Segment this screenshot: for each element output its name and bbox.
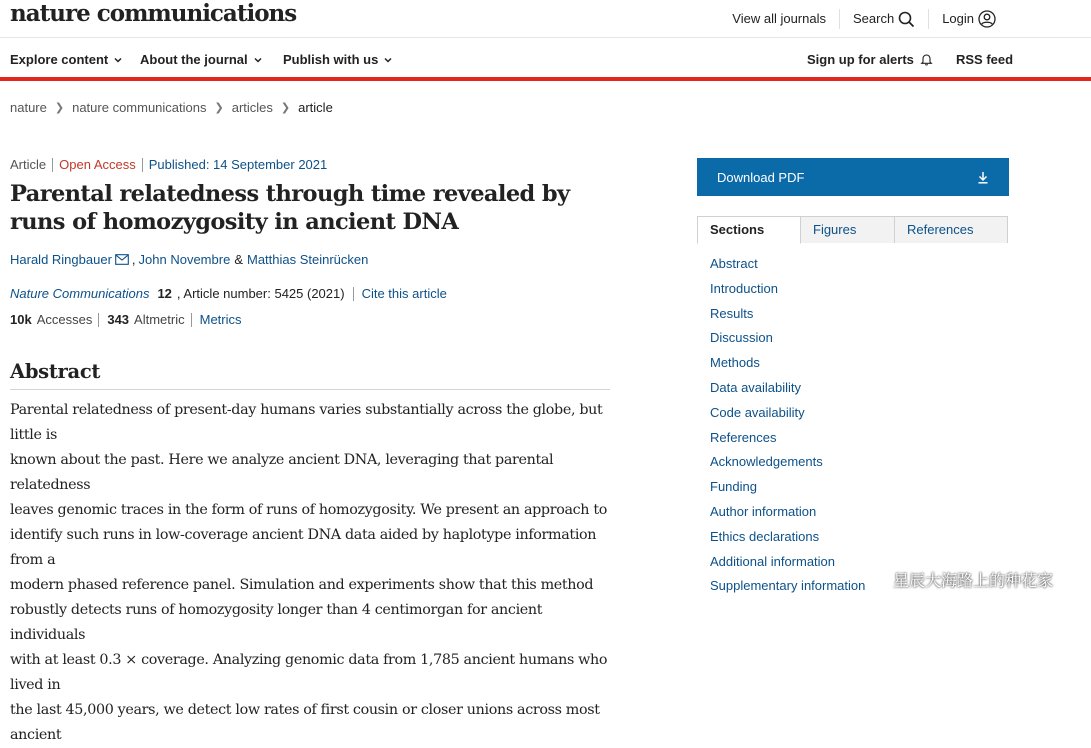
altmetric-label: Altmetric — [134, 312, 185, 327]
abstract-line: modern phased reference panel. Simulation and experiments show that this method — [10, 577, 594, 593]
article-type: Article — [10, 157, 47, 172]
bell-icon — [920, 53, 933, 66]
main-nav — [0, 38, 1091, 81]
cite-this-article-link[interactable]: Cite this article — [353, 287, 447, 301]
altmetric-count: 343 — [107, 312, 130, 327]
publish-with-us-label: Publish with us — [283, 52, 379, 67]
article-title: Parental relatedness through time revealed by runs of homozygosity in ancient DNA — [10, 181, 570, 235]
abstract-line: Parental relatedness of present-day humans varies substantially across the globe, but little is — [10, 402, 603, 443]
download-pdf-label: Download PDF — [717, 169, 805, 185]
journal-name-link[interactable]: Nature Communications — [10, 286, 150, 301]
author-link[interactable]: Matthias Steinrücken — [246, 252, 369, 267]
author-list — [10, 252, 368, 267]
accesses-count: 10k — [10, 312, 32, 327]
author-ampersand: & — [234, 252, 243, 267]
divider — [98, 313, 99, 327]
sections-list — [710, 256, 865, 603]
divider — [191, 313, 192, 327]
metrics-link[interactable]: Metrics — [199, 312, 242, 327]
section-link-discussion[interactable]: Discussion — [710, 330, 773, 346]
breadcrumb-nature[interactable]: nature — [10, 100, 47, 115]
top-bar — [0, 0, 1091, 38]
explore-content-label: Explore content — [10, 52, 109, 67]
journal-citation — [10, 286, 447, 301]
tab-references[interactable]: References — [895, 216, 1008, 243]
chevron-right-icon: ❯ — [54, 102, 65, 114]
abstract-line: with at least 0.3 × coverage. Analyzing genomic data from 1,785 ancient humans who lived in — [10, 652, 608, 693]
sidebar-tabs — [697, 216, 1008, 243]
chevron-down-icon — [254, 56, 262, 64]
abstract-line: identify such runs in low-coverage ancient DNA data aided by haplotype information from a — [10, 527, 597, 568]
login-label: Login — [942, 11, 974, 26]
view-all-journals-link[interactable] — [719, 9, 839, 29]
article-metrics — [10, 312, 242, 327]
section-link-funding[interactable]: Funding — [710, 479, 757, 495]
download-pdf-button[interactable] — [697, 158, 1009, 196]
download-icon — [977, 171, 989, 184]
abstract-line: known about the past. Here we analyze ancient DNA, leveraging that parental relatedness — [10, 452, 554, 493]
abstract-line: the last 45,000 years, we detect low rates of first cousin or closer unions across most ancient — [10, 702, 600, 743]
author-link[interactable]: Harald Ringbauer — [10, 252, 112, 267]
search-label: Search — [852, 11, 895, 26]
open-access-badge: Open Access — [52, 158, 142, 172]
tab-sections[interactable]: Sections — [697, 216, 801, 244]
section-link-author-information[interactable]: Author information — [710, 503, 817, 519]
sign-up-alerts-link[interactable] — [807, 52, 933, 67]
section-link-code-availability[interactable]: Code availability — [710, 404, 805, 420]
published-date: Published: 14 September 2021 — [142, 158, 334, 172]
sign-up-alerts-label: Sign up for alerts — [807, 52, 914, 67]
author-link[interactable]: John Novembre — [138, 252, 231, 267]
mail-icon[interactable] — [115, 254, 129, 265]
top-links — [719, 9, 1009, 29]
abstract-heading: Abstract — [10, 360, 610, 390]
publish-with-us-menu[interactable] — [283, 52, 392, 67]
chevron-right-icon: ❯ — [280, 102, 291, 114]
section-link-supplementary-information[interactable]: Supplementary information — [710, 578, 866, 594]
chevron-down-icon — [384, 56, 392, 64]
author-separator: , — [131, 252, 136, 267]
chevron-right-icon: ❯ — [214, 102, 224, 114]
article-meta — [10, 158, 333, 172]
login-button[interactable] — [928, 9, 1009, 29]
site-logo[interactable]: nature communications — [10, 0, 297, 27]
section-link-methods[interactable]: Methods — [710, 355, 760, 371]
section-link-additional-information[interactable]: Additional information — [710, 553, 836, 569]
search-icon — [898, 11, 915, 28]
rss-feed-link[interactable] — [956, 52, 1013, 67]
article-number: , Article number: 5425 (2021) — [176, 286, 345, 301]
chevron-down-icon — [114, 56, 122, 64]
section-link-acknowledgements[interactable]: Acknowledgements — [710, 454, 823, 470]
about-journal-label: About the journal — [140, 52, 248, 67]
breadcrumb-current: article — [298, 100, 333, 115]
abstract-text — [10, 398, 614, 748]
watermark: 星辰大海路上的种花家 — [893, 573, 1054, 590]
breadcrumb-articles[interactable]: articles — [231, 100, 273, 115]
search-button[interactable] — [839, 9, 928, 29]
rss-feed-label: RSS feed — [956, 52, 1014, 67]
explore-content-menu[interactable] — [10, 52, 122, 67]
section-link-data-availability[interactable]: Data availability — [710, 379, 802, 395]
abstract-line: leaves genomic traces in the form of runs of homozygosity. We present an approach to — [10, 502, 608, 518]
abstract-line: robustly detects runs of homozygosity longer than 4 centimorgan for ancient individuals — [10, 602, 543, 643]
journal-volume: 12 — [157, 286, 172, 301]
accesses-label: Accesses — [36, 312, 93, 327]
about-journal-menu[interactable] — [140, 52, 262, 67]
tab-figures[interactable]: Figures — [801, 216, 895, 243]
view-all-journals-label: View all journals — [732, 11, 826, 26]
section-link-introduction[interactable]: Introduction — [710, 280, 778, 296]
section-link-results[interactable]: Results — [710, 305, 754, 321]
breadcrumb-nature-communications[interactable]: nature communications — [72, 100, 207, 115]
section-link-references[interactable]: References — [710, 429, 777, 445]
section-link-abstract[interactable]: Abstract — [710, 256, 758, 271]
user-icon — [978, 10, 996, 28]
section-link-ethics-declarations[interactable]: Ethics declarations — [710, 528, 820, 544]
breadcrumb — [10, 100, 333, 115]
